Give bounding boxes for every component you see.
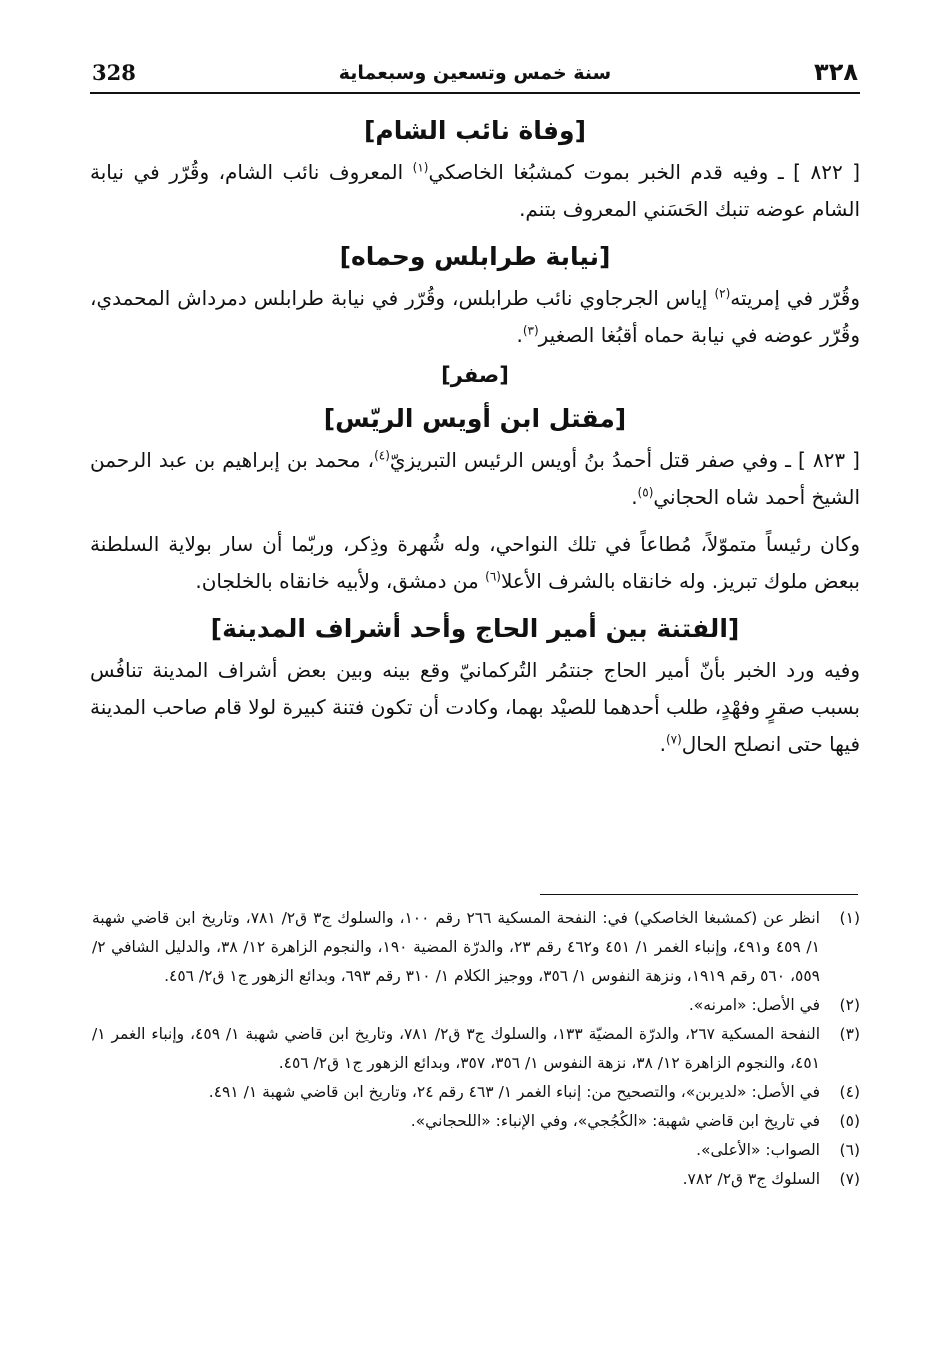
section-heading-tripoli-hama: [نيابة طرابلس وحماه] (339, 242, 611, 271)
footnote-number: (٥) (839, 1112, 860, 1130)
page-header (90, 58, 860, 94)
footnote-item (92, 1020, 860, 1078)
section-heading-ibn-uways: [مقتل ابن أويس الريّس] (323, 404, 627, 433)
main-text (90, 108, 860, 763)
page-number-arabic: ٣٢٨ (814, 58, 858, 86)
footnote-item (92, 991, 860, 1020)
footnote-ref-2[interactable]: (٢) (714, 286, 731, 301)
page-number-latin: 328 (92, 60, 136, 85)
running-title: سنة خمس وتسعين وسبعماية (338, 62, 612, 84)
footnote-number: (٢) (839, 996, 860, 1014)
footnote-number: (٧) (839, 1170, 860, 1188)
section-heading-safar: [صفر] (441, 363, 509, 387)
footnotes (92, 904, 860, 1194)
footnote-text: النفحة المسكية ٢٦٧، والدرّة المضيّة ١٣٣، والسلوك ج٣ ق٢/ ٧٨١، وتاريخ ابن قاضي شهبة ١/ ٤٥٩، وإنباء الغمر ١/ ٤٥١، والنجوم الزاهرة ١٢/ ٣٨، نزهة النفوس ١/ ٣٥٦، ٣٥٧، وبدائع الزهور ج١ ق٢/ ٤٥٦. (92, 1025, 821, 1072)
footnote-number: (٤) (839, 1083, 860, 1101)
paragraph-ibn-uways-biography: وكان رئيساً متموّلاً، مُطاعاً في تلك النواحي، وله شُهرة وذِكر، وربّما أن سار بولاية السلطنة ببعض ملوك تبريز. وله خانقاه بالشرف الأعلا$^{(٦)}$ من دمشق، ولأبيه خانقاه بالخلجان. (90, 532, 860, 593)
footnote-text: في الأصل: «امرنه». (688, 996, 820, 1014)
footnote-ref-5[interactable]: (٥) (637, 485, 654, 500)
footnote-ref-6[interactable]: (٦) (485, 569, 501, 584)
footnote-item (92, 1136, 860, 1165)
footnote-text: السلوك ج٣ ق٢/ ٧٨٢. (682, 1170, 820, 1188)
paragraph-fitna: وفيه ورد الخبر بأنّ أمير الحاج جنتمُر التُركمانيّ وقع بينه وبين بعض أشراف المدينة تنافُس بسبب صقرٍ وفهْدٍ، طلب أحدهما للصيْد بهما، وكادت أن تكون فتنة كبيرة لولا قام صاحب المدينة فيها حتى انصلح الحال$^{(٧)}$. (90, 658, 860, 756)
footnote-number: (٣) (839, 1025, 860, 1043)
footnote-text: في الأصل: «لديربن»، والتصحيح من: إنباء الغمر ١/ ٤٦٣ رقم ٢٤، وتاريخ ابن قاضي شهبة ١/ ٤٩١. (208, 1083, 820, 1101)
footnote-ref-1[interactable]: (١) (412, 160, 429, 175)
footnote-ref-4[interactable]: (٤) (374, 448, 390, 463)
section-heading-fitna: [الفتنة بين أمير الحاج وأحد أشراف المدينة] (210, 614, 740, 643)
footnote-item (92, 1078, 860, 1107)
footnote-ref-7[interactable]: (٧) (665, 732, 682, 747)
footnote-text: في تاريخ ابن قاضي شهبة: «الكُجُجي»، وفي الإنباء: «اللحجاني». (410, 1112, 820, 1130)
footnote-text: انظر عن (كمشبغا الخاصكي) في: النفحة المسكية ٢٦٦ رقم ١٠٠، والسلوك ج٣ ق٢/ ٧٨١، وتاريخ ابن قاضي شهبة ١/ ٤٥٩ و٤٩١، وإنباء الغمر ١/ ٤٥١ و٤٦٢ رقم ٢٣، والدرّة المضية ١٩٠، والنجوم الزاهرة ١٢/ ٣٨، والدليل الشافي ٢/ ٥٥٩، ٥٦٠ رقم ١٩١٩، ونزهة النفوس ١/ ٣٥٦، ووجيز الكلام ١/ ٣١٠ رقم ٦٩٣، وبدائع الزهور ج١ ق٢/ ٤٥٦. (92, 909, 820, 985)
footnote-item (92, 904, 860, 991)
paragraph-823: [ ٨٢٣ ] ـ وفي صفر قتل أحمدُ بنُ أويس الرئيس التبريزيّ$^{(٤)}$، محمد بن إبراهيم بن عبد الرحمن الشيخ أحمد شاه الحجاني$^{(٥)}$. (90, 448, 860, 509)
footnote-ref-3[interactable]: (٣) (522, 323, 539, 338)
section-heading-death-of-governor: [وفاة نائب الشام] (363, 116, 587, 145)
footnote-number: (١) (839, 909, 860, 927)
footnote-divider (540, 894, 858, 895)
paragraph-tripoli: وقُرّر في إمريته$^{(٢)}$ إياس الجرجاوي نائب طرابلس، وقُرّر في نيابة طرابلس دمرداش المحمدي، وقُرّر عوضه في نيابة حماه أقبُغا الصغير$^{(٣)}$. (90, 286, 860, 347)
footnote-text: الصواب: «الأعلى». (696, 1141, 820, 1159)
paragraph-822: [ ٨٢٢ ] ـ وفيه قدم الخبر بموت كمشبُغا الخاصكي$^{(١)}$ المعروف نائب الشام، وقُرّر في نيابة الشام عوضه تنبك الحَسَني المعروف بتنم. (90, 160, 860, 221)
footnote-item (92, 1165, 860, 1194)
footnote-item (92, 1107, 860, 1136)
footnote-number: (٦) (839, 1141, 860, 1159)
